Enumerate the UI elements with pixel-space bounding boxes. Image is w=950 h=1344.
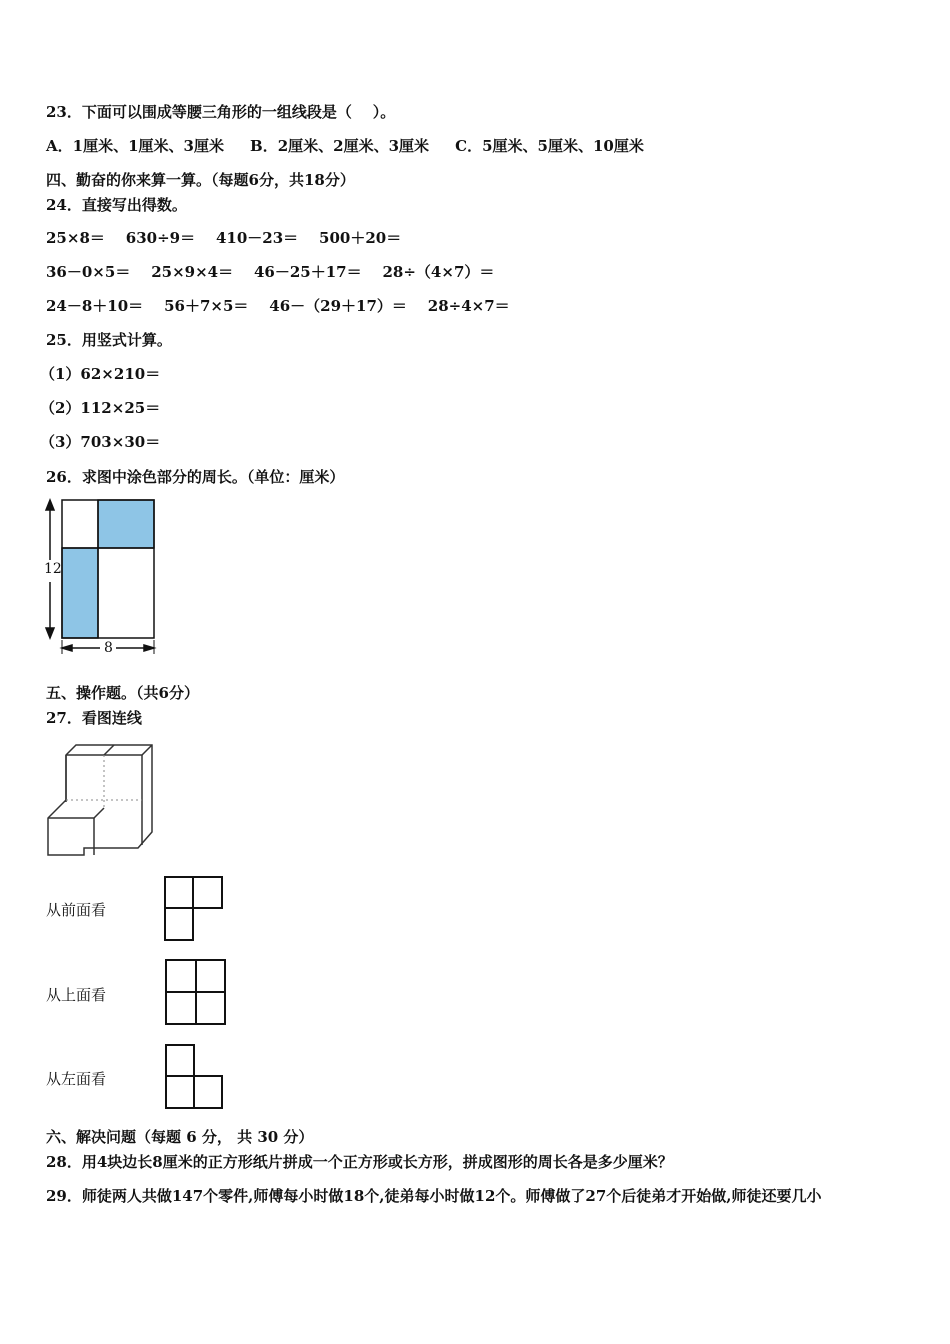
shaded-rect-top	[98, 500, 154, 548]
q28: 28．用4块边长8厘米的正方形纸片拼成一个正方形或长方形，拼成图形的周长各是多少厘米？	[46, 1153, 673, 1171]
q25-item: （3）703×30＝	[40, 433, 161, 451]
q26-figure	[46, 500, 154, 654]
height-label: 12	[44, 561, 62, 577]
view-top	[166, 960, 225, 1024]
view-label-left: 从左面看	[46, 1070, 107, 1088]
q25-item: （2）112×25＝	[40, 399, 161, 417]
view-front	[165, 877, 222, 940]
width-label: 8	[104, 640, 113, 656]
view-label-front: 从前面看	[46, 901, 107, 919]
q26-stem: 26．求图中涂色部分的周长。（单位：厘米）	[46, 468, 345, 486]
view-left	[166, 1045, 222, 1108]
q24-row: 36－0×5＝ 25×9×4＝ 46－25＋17＝ 28÷（4×7）＝	[46, 263, 495, 281]
q29: 29．师徒两人共做147个零件,师傅每小时做18个,徒弟每小时做12个。师傅做了27个后徒弟才开始做,师徒还要几小	[46, 1187, 822, 1205]
q23-options: A．1厘米、1厘米、3厘米 B．2厘米、2厘米、3厘米 C．5厘米、5厘米、10厘米	[46, 137, 644, 155]
q24-row: 24－8＋10＝ 56＋7×5＝ 46－（29＋17）＝ 28÷4×7＝	[46, 297, 510, 315]
q24-row: 25×8＝ 630÷9＝ 410－23＝ 500＋20＝	[46, 229, 402, 247]
shaded-rect-left	[62, 548, 98, 638]
q23-stem: 23．下面可以围成等腰三角形的一组线段是（ ）。	[46, 103, 396, 121]
q25-item: （1）62×210＝	[40, 365, 161, 383]
section-4-heading: 四、勤奋的你来算一算。（每题6分，共18分）	[46, 171, 355, 189]
q25-stem: 25．用竖式计算。	[46, 331, 172, 349]
q27-stem: 27．看图连线	[46, 709, 142, 727]
q24-stem: 24．直接写出得数。	[46, 196, 187, 214]
q27-3d-figure	[48, 745, 152, 855]
section-5-heading: 五、操作题。（共6分）	[46, 684, 199, 702]
view-label-top: 从上面看	[46, 986, 107, 1004]
section-6-heading: 六、解决问题（每题 6 分， 共 30 分）	[46, 1128, 314, 1146]
